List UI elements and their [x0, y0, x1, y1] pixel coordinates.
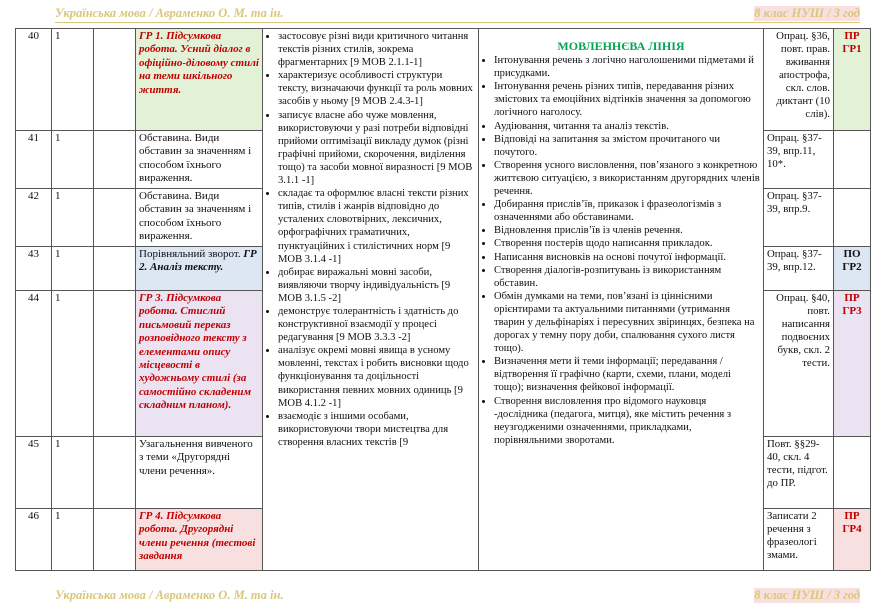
- speech-line-list: [482, 54, 760, 447]
- homework: Опрац. §36, повт. прав. вживання апострофа, скл. слов. диктант (10 слів).: [764, 29, 834, 131]
- date-cell: [94, 291, 136, 437]
- lesson-hours: 1: [52, 29, 94, 131]
- assessment-code: [834, 131, 871, 189]
- learning-outcomes-cell: [263, 29, 479, 571]
- homework: Опрац. §37-39, впр.9.: [764, 189, 834, 247]
- header-rule: [55, 22, 860, 23]
- lesson-number: 44: [16, 291, 52, 437]
- list-item: • Визначення мети й теми інформації; передавання /відтворення її графічно (карти, схеми, плани, моделі тощо); визначення фейкової інформації.: [494, 355, 760, 394]
- list-item: • складає та оформлює власні тексти різних типів, стилів і жанрів відповідно до усталених словотвірних, лексичних, орфографічних граматичних, пунктуаційних і стилістичних норм [9 МОВ 3.1.4 -1]: [278, 187, 475, 266]
- lesson-number: 41: [16, 131, 52, 189]
- lesson-topic: Обставина. Види обставин за значенням і способом їхнього вираження.: [136, 189, 263, 247]
- list-item: • демонструє толерантність і здатність до конструктивної взаємодії у процесі редагування [9 МОВ 3.3.3 -2]: [278, 305, 475, 344]
- topic-plain: Порівняльний зворот.: [139, 248, 241, 260]
- lesson-number: 45: [16, 437, 52, 509]
- lesson-hours: 1: [52, 509, 94, 571]
- lesson-topic: [136, 509, 263, 571]
- date-cell: [94, 131, 136, 189]
- assessment-code: ПР ГР1: [834, 29, 871, 131]
- lesson-hours: 1: [52, 131, 94, 189]
- lesson-number: 40: [16, 29, 52, 131]
- footer-right: 8 клас НУШ / 3 год: [754, 588, 860, 602]
- homework: Записати 2 речення з фразеологі змами.: [764, 509, 834, 571]
- lesson-topic: Обставина. Види обставин за значенням і способом їхнього вираження.: [136, 131, 263, 189]
- header-right: 8 клас НУШ / 3 год: [754, 6, 860, 20]
- topic-bold: ГР 3. Підсумкова робота. Стислий письмовий переказ розповідного тексту з елементами опису місцевості в художньому стилі (за самостійно складеним складним планом).: [139, 292, 252, 412]
- lesson-hours: 1: [52, 437, 94, 509]
- list-item: • характеризує особливості структури тексту, визначаючи функції та роль мовних засобів у ньому [9 МОВ 2.4.3-1]: [278, 69, 475, 108]
- date-cell: [94, 509, 136, 571]
- list-item: • Створення висловлення про відомого науковця -дослідника (педагога, митця), яке містить речення з неузгодженими означеннями, прикладками, порівняльними зворотами.: [494, 395, 760, 447]
- speech-line-title: МОВЛЕННЄВА ЛІНІЯ: [557, 39, 685, 53]
- homework: Опрац. §37-39, впр.11, 10*.: [764, 131, 834, 189]
- list-item: • застосовує різні види критичного читання текстів різних стилів, зокрема фрагментарних [9 МОВ 2.1.1-1]: [278, 30, 475, 69]
- date-cell: [94, 189, 136, 247]
- topic-bold: ГР 2. Аналіз тексту.: [139, 248, 257, 274]
- homework: Повт. §§29-40, скл. 4 тести, підгот. до ПР.: [764, 437, 834, 509]
- table-row: [16, 29, 871, 131]
- speech-line-cell: [479, 29, 764, 571]
- topic-bold: ГР 1. Підсумкова робота. Усний діалог в офіційно-діловому стилі на теми шкільного життя.: [139, 30, 259, 96]
- list-item: • взаємодіє з іншими особами, використовуючи твори мистецтва для створення власних текстів [9: [278, 410, 475, 449]
- lesson-number: 43: [16, 247, 52, 291]
- lesson-number: 42: [16, 189, 52, 247]
- list-item: • Написання висновків на основі почутої інформації.: [494, 251, 760, 264]
- header-left: Українська мова / Авраменко О. М. та ін.: [55, 6, 284, 20]
- list-item: • Відповіді на запитання за змістом прочитаного чи почутого.: [494, 133, 760, 159]
- lesson-topic: [136, 291, 263, 437]
- assessment-code: ПО ГР2: [834, 247, 871, 291]
- date-cell: [94, 29, 136, 131]
- lesson-topic: [136, 29, 263, 131]
- footer-left: Українська мова / Авраменко О. М. та ін.: [55, 588, 284, 602]
- list-item: • Створення діалогів-розпитувань із використанням обставин.: [494, 264, 760, 290]
- list-item: • записує власне або чуже мовлення, використовуючи у разі потреби відповідні прийоми оптимізації викладу думок (різні графічні прийоми, скорочення, виділення тощо) та засоби мовної виразності [9 МОВ 3.1.1 -1]: [278, 109, 475, 188]
- list-item: • Створення усного висловлення, пов’язаного з конкретною життєвою ситуацією, з використанням другорядних членів речення.: [494, 159, 760, 198]
- assessment-code: [834, 437, 871, 509]
- assessment-code: ПР ГР4: [834, 509, 871, 571]
- lesson-hours: 1: [52, 291, 94, 437]
- assessment-code: [834, 189, 871, 247]
- homework: Опрац. §40, повт. написання подвоєних букв, скл. 2 тести.: [764, 291, 834, 437]
- learning-outcomes-list: [266, 30, 475, 449]
- lesson-hours: 1: [52, 247, 94, 291]
- lesson-topic: Узагальнення вивченого з теми «Другорядні члени речення».: [136, 437, 263, 509]
- date-cell: [94, 247, 136, 291]
- list-item: • Інтонування речень з логічно наголошеними підметами й присудками.: [494, 54, 760, 80]
- topic-bold: ГР 4. Підсумкова робота. Другорядні члени речення (тестові завдання: [139, 510, 256, 563]
- lesson-number: 46: [16, 509, 52, 571]
- list-item: • Обмін думками на теми, пов’язані із ціннісними орієнтирами та актуальними питаннями (утримання тварин у дельфінаріях і пересувних звіринцях, безпека на дорогах у темну пору доби, спалювання сухого листя тощо).: [494, 290, 760, 355]
- homework: Опрац. §37-39, впр.12.: [764, 247, 834, 291]
- list-item: • Створення постерів щодо написання прикладок.: [494, 237, 760, 250]
- lesson-plan-table: [15, 28, 871, 571]
- list-item: • аналізує окремі мовні явища в усному мовленні, текстах і робить висновки щодо функціонування та доцільності використання певних мовних одиниць [9 МОВ 4.1.2 -1]: [278, 344, 475, 409]
- list-item: • Аудіювання, читання та аналіз текстів.: [494, 120, 760, 133]
- lesson-topic: [136, 247, 263, 291]
- list-item: • Інтонування речень різних типів, передавання різних змістових та емоційних відтінків значення за допомогою логічного наголосу.: [494, 80, 760, 119]
- lesson-hours: 1: [52, 189, 94, 247]
- list-item: • добирає виражальні мовні засоби, виявляючи творчу індивідуальність [9 МОВ 3.1.5 -2]: [278, 266, 475, 305]
- list-item: • Відновлення прислів’їв із членів речення.: [494, 224, 760, 237]
- date-cell: [94, 437, 136, 509]
- assessment-code: ПР ГР3: [834, 291, 871, 437]
- list-item: • Добирання прислів’їв, приказок і фразеологізмів з означеннями або обставинами.: [494, 198, 760, 224]
